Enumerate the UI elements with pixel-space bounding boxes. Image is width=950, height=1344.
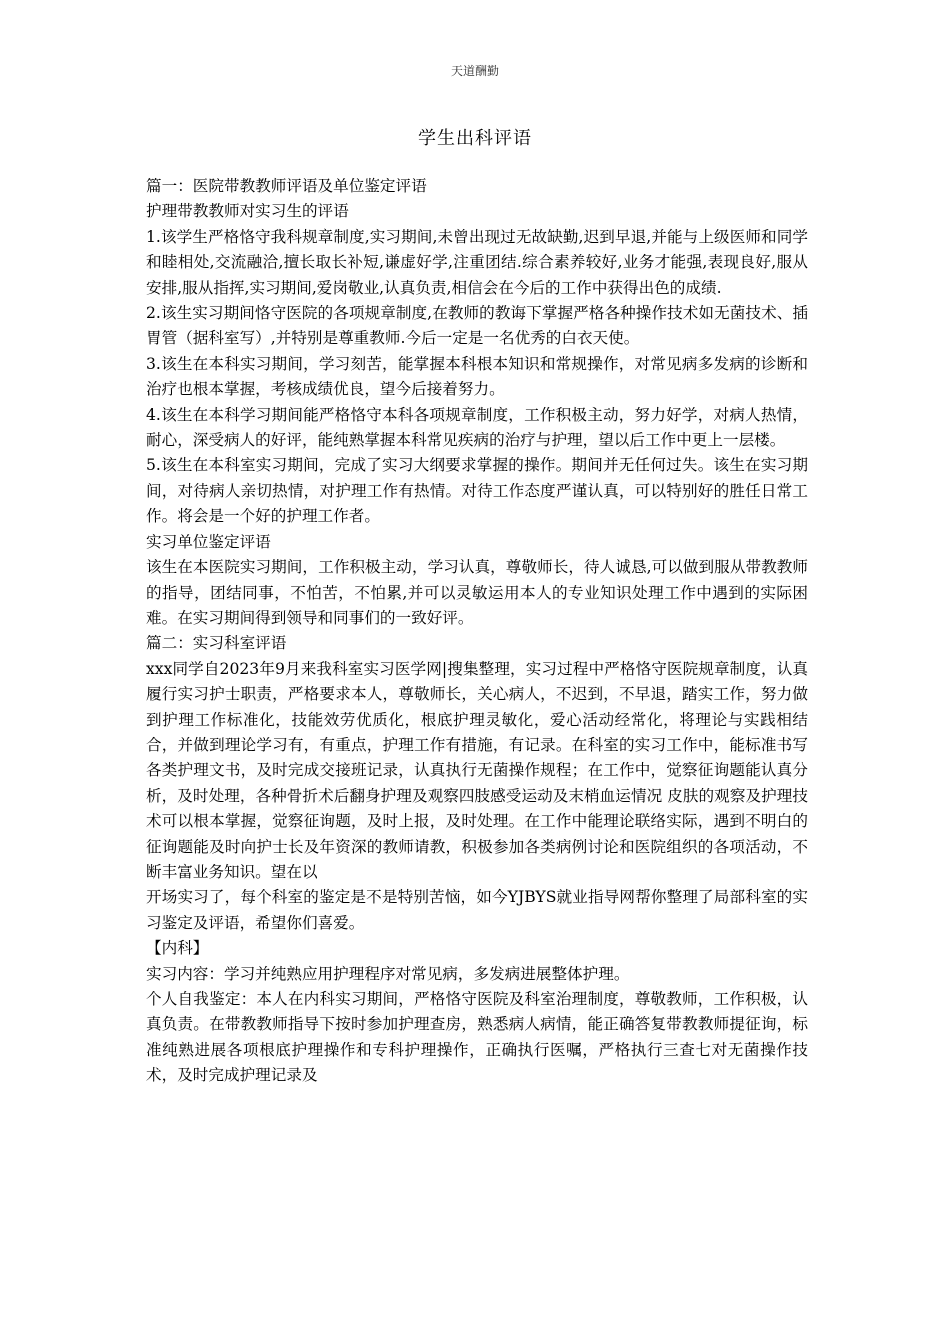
section-heading-2: 篇二：实习科室评语	[146, 634, 287, 653]
page-header: 天道酬勤	[450, 64, 499, 78]
internship-content-paragraph: 实习内容：学习并纯熟应用护理程序对常见病，多发病进展整体护理。	[146, 964, 630, 983]
document-title: 学生出科评语	[418, 128, 532, 149]
section-heading-1: 篇一：医院带教教师评语及单位鉴定评语	[146, 177, 427, 195]
intro-paragraph: 开场实习了，每个科室的鉴定是不是特别苦恼，如今YJBYS就业指导网帮你整理了局部科室的实习鉴定及评语，希望你们喜爱。	[146, 888, 808, 932]
comment-paragraph-5: 5.该生在本科室实习期间，完成了实习大纲要求掌握的操作。期间并无任何过失。该生在实习期间，对待病人亲切热情，对护理工作有热情。对待工作态度严谨认真，可以特别好的胜任日常工作。将会是一个好的护理工作者。	[146, 456, 808, 526]
comment-paragraph-2: 2.该生实习期间恪守医院的各项规章制度,在教师的教诲下掌握严格各种操作技术如无菌技术、插胃管（据科室写）,并特别是尊重教师.今后一定是一名优秀的白衣天使。	[146, 304, 808, 348]
subheading-unit-evaluation: 实习单位鉴定评语	[146, 532, 271, 551]
comment-paragraph-4: 4.该生在本科学习期间能严格恪守本科各项规章制度，工作积极主动，努力好学，对病人热情，耐心，深受病人的好评，能纯熟掌握本科常见疾病的治疗与护理，望以后工作中更上一层楼。	[146, 405, 808, 450]
department-comment-paragraph: xxx同学自2023年9月来我科室实习医学网|搜集整理，实习过程中严格恪守医院规章制度，认真履行实习护士职责，严格要求本人，尊敬师长，关心病人，不迟到，不早退，踏实工作，努力做到护理工作标准化，技能效劳优质化，根底护理灵敏化，爱心活动经常化，将理论与实践相结合，并做到理论学习有，有重点，护理工作有措施，有记录。在科室的实习工作中，能标准书写各类护理文书，及时完成交接班记录，认真执行无菌操作规程；在工作中，觉察征询题能认真分析，及时处理，各种骨折术后翻身护理及观察四肢感受运动及末梢血运情况 皮肤的观察及护理技术可以根本掌握，觉察征询题，及时上报，及时处理。在工作中能理论联络实际，遇到不明白的征询题能及时向护士长及年资深的教师请教，积极参加各类病例讨论和医院组织的各项活动，不断丰富业务知识。望在以	[146, 659, 808, 881]
internal-medicine-heading: 【内科】	[146, 939, 209, 958]
comment-paragraph-1: 1.该学生严格恪守我科规章制度,实习期间,未曾出现过无故缺勤,迟到早退,并能与上级医师和同学和睦相处,交流融洽,擅长取长补短,谦虚好学,注重团结.综合素养较好,业务才能强,表现良好,服从安排,服从指挥,实习期间,爱岗敬业,认真负责,相信会在今后的工作中获得出色的成绩.	[146, 227, 808, 297]
subheading-teacher-comments: 护理带教教师对实习生的评语	[146, 202, 349, 221]
document-body	[146, 174, 808, 1089]
unit-evaluation-paragraph: 该生在本医院实习期间，工作积极主动，学习认真，尊敬师长，待人诚恳,可以做到服从带教教师的指导，团结同事，不怕苦，不怕累,并可以灵敏运用本人的专业知识处理工作中遇到的实际困难。在实习期间得到领导和同事们的一致好评。	[146, 558, 808, 627]
self-evaluation-paragraph: 个人自我鉴定：本人在内科实习期间，严格恪守医院及科室治理制度，尊敬教师，工作积极，认真负责。在带教教师指导下按时参加护理查房，熟悉病人病情，能正确答复带教教师提征询，标准纯熟进展各项根底护理操作和专科护理操作，正确执行医嘱，严格执行三查七对无菌操作技术，及时完成护理记录及	[146, 990, 808, 1085]
comment-paragraph-3: 3.该生在本科实习期间，学习刻苦，能掌握本科根本知识和常规操作，对常见病多发病的诊断和治疗也根本掌握，考核成绩优良，望今后接着努力。	[146, 354, 808, 399]
